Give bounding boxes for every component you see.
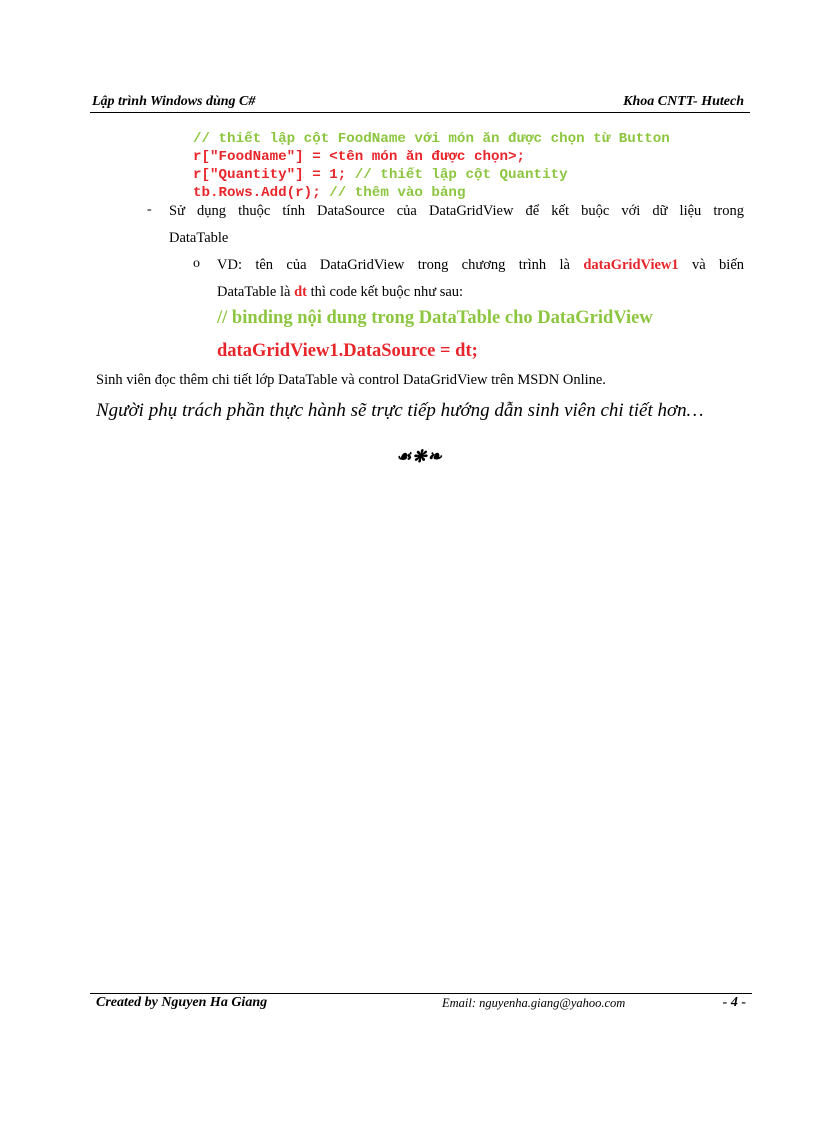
example-code: dataGridView1.DataSource = dt;	[217, 341, 478, 361]
subbullet-text-line1	[217, 256, 744, 274]
bullet-text-line2: DataTable	[169, 230, 229, 246]
subbullet-line2-part1: DataTable là	[217, 284, 295, 300]
page-number: - 4 -	[722, 995, 746, 1010]
bullet-text-line1: Sử dụng thuộc tính DataSource của DataGridView để kết buộc với dữ liệu trong	[169, 203, 744, 219]
subbullet-marker: o	[193, 256, 200, 271]
subbullet-text-line2	[217, 283, 463, 301]
page-footer	[96, 995, 746, 1015]
footer-author: Created by Nguyen Ha Giang	[96, 995, 268, 1010]
code-comment-line: // thiết lập cột FoodName với món ăn được chọn từ Button	[193, 131, 670, 147]
subbullet-text-part2: và biến	[678, 257, 745, 273]
closing-sentence: Người phụ trách phần thực hành sẽ trực tiếp hướng dẫn sinh viên chi tiết hơn…	[96, 400, 704, 421]
footer-email: Email: nguyenha.giang@yahoo.com	[442, 996, 626, 1010]
section-ornament: ☙❋❧	[396, 447, 443, 466]
header-department: Khoa CNTT- Hutech	[623, 94, 744, 109]
subbullet-line2-part2: thì code kết buộc như sau:	[307, 284, 464, 300]
code-line-foodname: r["FoodName"] = <tên món ăn được chọn>;	[193, 149, 526, 165]
bullet-marker: -	[147, 202, 152, 217]
code-rows-add-comment: // thêm vào bảng	[320, 185, 466, 201]
subbullet-text-part1: VD: tên của DataGridView trong chương trình là	[217, 257, 584, 273]
header-divider	[90, 112, 750, 113]
example-comment: // binding nội dung trong DataTable cho DataGridView	[217, 308, 653, 328]
subbullet-highlight-dt: dt	[294, 284, 307, 300]
code-line-rows-add	[193, 184, 465, 202]
code-rows-add-statement: tb.Rows.Add(r);	[193, 185, 321, 201]
footer-divider	[90, 993, 752, 994]
code-quantity-statement: r["Quantity"] = 1;	[193, 167, 347, 183]
header-course-title: Lập trình Windows dùng C#	[92, 94, 256, 109]
code-line-quantity	[193, 166, 568, 184]
subbullet-highlight-grid: dataGridView1	[583, 257, 679, 273]
reading-note: Sinh viên đọc thêm chi tiết lớp DataTable và control DataGridView trên MSDN Online.	[96, 372, 606, 388]
page-header	[90, 94, 750, 114]
code-quantity-comment: // thiết lập cột Quantity	[346, 167, 568, 183]
